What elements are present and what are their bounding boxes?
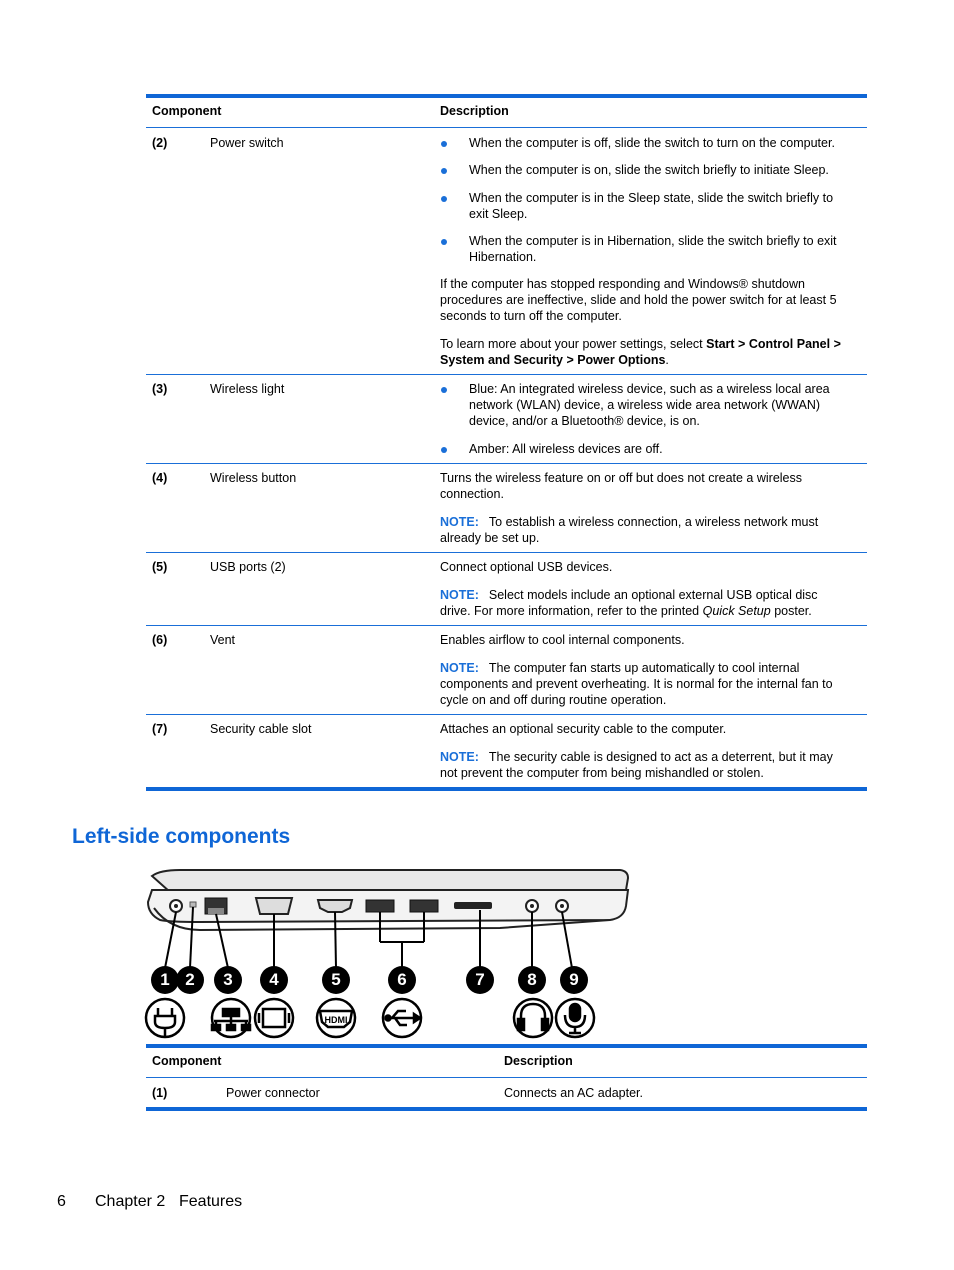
- bullet-text: When the computer is on, slide the switch briefly to initiate Sleep.: [469, 163, 829, 177]
- table1-bottom-rule: [146, 787, 867, 791]
- note-label: NOTE:: [440, 515, 479, 529]
- row-component-name: Power switch: [210, 136, 284, 150]
- description-text: Connect optional USB devices.: [440, 560, 613, 574]
- power-light: [190, 902, 196, 907]
- bullet-icon: [441, 387, 447, 393]
- note-paragraph: NOTE: Select models include an optional external USB optical disc drive. For more information, refer to the printed Quick Setup poster.: [440, 588, 818, 618]
- headphone-icon: [514, 999, 552, 1037]
- power-plug-icon: [146, 999, 184, 1037]
- callout-2: 2: [176, 966, 204, 994]
- note-label: NOTE:: [440, 661, 479, 675]
- monitor-icon: [255, 999, 293, 1037]
- note-paragraph: NOTE: The computer fan starts up automatically to cool internal components and prevent overheating. It is normal for the internal fan to cycle on and off during routine operation.: [440, 661, 833, 707]
- table1-top-rule: [146, 94, 867, 98]
- row-component-name: Security cable slot: [210, 722, 312, 736]
- callout-7: 7: [466, 966, 494, 994]
- row-number: (6): [152, 633, 168, 647]
- row-component-name: Wireless light: [210, 382, 285, 396]
- usb-port: [366, 900, 394, 912]
- bullet-icon: [441, 196, 447, 202]
- description-paragraph: To learn more about your power settings, select Start > Control Panel > System and Security > Power Options.: [440, 337, 841, 367]
- row-component-name: USB ports (2): [210, 560, 286, 574]
- description-paragraph: If the computer has stopped responding and Windows® shutdown procedures are ineffective, slide and hold the power switch for at least 5 seconds to turn off the computer.: [440, 277, 837, 323]
- bullet-text: Blue: An integrated wireless device, such as a wireless local area network (WLAN) device, a wireless wide area network (WWAN) device, and/or a Bluetooth® device, is on.: [469, 382, 830, 428]
- network-icon: [212, 999, 250, 1037]
- row-number: (4): [152, 471, 168, 485]
- bullet-text: When the computer is in Hibernation, slide the switch briefly to exit Hibernation.: [469, 234, 837, 264]
- row-rule: [146, 625, 867, 626]
- table1-header-component: Component: [152, 104, 222, 118]
- callout-9: 9: [560, 966, 588, 994]
- page-number: 6: [57, 1193, 66, 1210]
- footer-chapter: Chapter 2: [95, 1193, 166, 1210]
- row-number: (7): [152, 722, 168, 736]
- table2-bottom-rule: [146, 1107, 867, 1111]
- row-rule: [146, 714, 867, 715]
- row-component-name: Wireless button: [210, 471, 297, 485]
- bullet-text: Amber: All wireless devices are off.: [469, 442, 663, 456]
- row-rule: [146, 463, 867, 464]
- port-icons-row: [144, 996, 604, 1040]
- card-reader-slot: [454, 902, 492, 909]
- description-text: Enables airflow to cool internal components.: [440, 633, 685, 647]
- bullet-icon: [441, 168, 447, 174]
- bullet-icon: [441, 239, 447, 245]
- callout-8: 8: [518, 966, 546, 994]
- table2-header-component: Component: [152, 1054, 222, 1068]
- note-label: NOTE:: [440, 588, 479, 602]
- hdmi-port: [318, 900, 352, 912]
- table2-top-rule: [146, 1044, 867, 1048]
- callout-3: 3: [214, 966, 242, 994]
- table2-header-description: Description: [504, 1054, 573, 1068]
- row-number: (3): [152, 382, 168, 396]
- hdmi-label: HDMI: [324, 1015, 348, 1025]
- row-rule: [146, 374, 867, 375]
- callout-5: 5: [322, 966, 350, 994]
- description-text: Connects an AC adapter.: [504, 1086, 643, 1100]
- bullet-text: When the computer is off, slide the switch to turn on the computer.: [469, 136, 835, 150]
- usb-icon: [383, 999, 421, 1037]
- menu-path: Start > Control Panel > System and Security > Power Options: [440, 337, 841, 367]
- vga-port: [256, 898, 292, 914]
- row-number: (5): [152, 560, 168, 574]
- row-rule: [146, 552, 867, 553]
- table1-header-description: Description: [440, 104, 509, 118]
- note-paragraph: NOTE: The security cable is designed to act as a deterrent, but it may not prevent the computer from being mishandled or stolen.: [440, 750, 833, 780]
- callout-4: 4: [260, 966, 288, 994]
- bullet-icon: [441, 141, 447, 147]
- row-component-name: Power connector: [226, 1086, 320, 1100]
- note-paragraph: NOTE: To establish a wireless connection, a wireless network must already be set up.: [440, 515, 819, 545]
- row-number: (2): [152, 136, 168, 150]
- microphone-icon: [556, 999, 594, 1037]
- table2-header-rule: [146, 1077, 867, 1078]
- row-number: (1): [152, 1086, 168, 1100]
- callout-1: 1: [151, 966, 179, 994]
- bullet-text: When the computer is in the Sleep state, slide the switch briefly to exit Sleep.: [469, 191, 834, 221]
- description-text: Turns the wireless feature on or off but does not create a wireless connection.: [440, 471, 802, 501]
- footer-title: Features: [179, 1193, 243, 1210]
- table1-header-rule: [146, 127, 867, 128]
- bullet-icon: [441, 447, 447, 453]
- section-heading: Left-side components: [72, 825, 291, 848]
- row-component-name: Vent: [210, 633, 236, 647]
- note-label: NOTE:: [440, 750, 479, 764]
- usb-port: [410, 900, 438, 912]
- callout-6: 6: [388, 966, 416, 994]
- description-text: Attaches an optional security cable to the computer.: [440, 722, 727, 736]
